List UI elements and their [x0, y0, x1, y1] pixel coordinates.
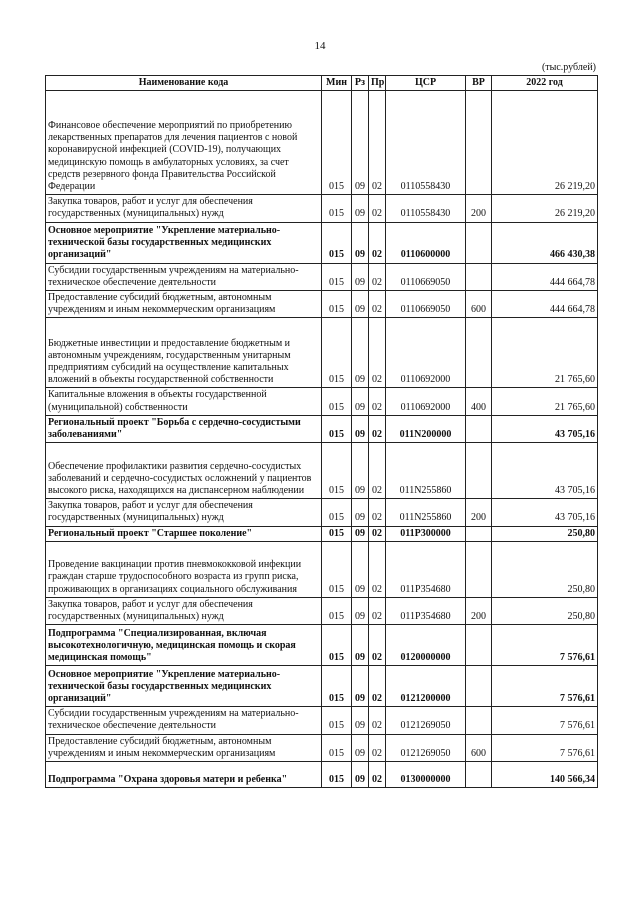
cell-min: 015 [322, 388, 352, 415]
cell-pr: 02 [369, 263, 386, 290]
cell-csr: 0110600000 [386, 222, 466, 263]
cell-amount: 43 705,16 [492, 443, 598, 499]
cell-name: Предоставление субсидий бюджетным, автономным учреждениям и иным некоммерческим организациям [46, 734, 322, 761]
table-row [46, 318, 598, 388]
table-row [46, 499, 598, 526]
table-row [46, 222, 598, 263]
cell-amount: 21 765,60 [492, 318, 598, 388]
cell-vr [466, 541, 492, 597]
cell-name: Субсидии государственным учреждениям на материально-техническое обеспечение деятельности [46, 263, 322, 290]
cell-name: Региональный проект "Старшее поколение" [46, 526, 322, 541]
cell-min: 015 [322, 734, 352, 761]
cell-rz: 09 [352, 666, 369, 707]
table-body [46, 91, 598, 788]
cell-rz: 09 [352, 499, 369, 526]
header-rz: Рз [352, 76, 369, 91]
cell-pr: 02 [369, 443, 386, 499]
cell-amount: 466 430,38 [492, 222, 598, 263]
cell-min: 015 [322, 443, 352, 499]
cell-rz: 09 [352, 91, 369, 195]
cell-name: Основное мероприятие "Укрепление материально-технической базы государственных медицинских организаций" [46, 666, 322, 707]
cell-pr: 02 [369, 734, 386, 761]
table-row [46, 415, 598, 442]
table-row [46, 541, 598, 597]
cell-rz: 09 [352, 388, 369, 415]
cell-vr [466, 762, 492, 788]
cell-vr [466, 666, 492, 707]
cell-rz: 09 [352, 443, 369, 499]
cell-name: Проведение вакцинации против пневмококковой инфекции граждан старше трудоспособного возраста из групп риска, проживающих в организациях социального обслуживания [46, 541, 322, 597]
cell-min: 015 [322, 222, 352, 263]
cell-rz: 09 [352, 291, 369, 318]
cell-csr: 011P354680 [386, 541, 466, 597]
cell-csr: 0120000000 [386, 625, 466, 666]
table-row [46, 707, 598, 734]
cell-vr: 400 [466, 388, 492, 415]
cell-vr: 200 [466, 195, 492, 222]
cell-rz: 09 [352, 597, 369, 624]
cell-vr [466, 526, 492, 541]
cell-vr: 200 [466, 499, 492, 526]
cell-min: 015 [322, 707, 352, 734]
cell-min: 015 [322, 291, 352, 318]
cell-amount: 43 705,16 [492, 499, 598, 526]
cell-pr: 02 [369, 222, 386, 263]
cell-pr: 02 [369, 291, 386, 318]
cell-min: 015 [322, 666, 352, 707]
header-pr: Пр [369, 76, 386, 91]
header-name: Наименование кода [46, 76, 322, 91]
cell-pr: 02 [369, 318, 386, 388]
cell-rz: 09 [352, 222, 369, 263]
units-label: (тыс.рублей) [541, 62, 596, 73]
cell-rz: 09 [352, 263, 369, 290]
cell-amount: 250,80 [492, 597, 598, 624]
cell-vr [466, 222, 492, 263]
cell-pr: 02 [369, 388, 386, 415]
cell-name: Бюджетные инвестиции и предоставление бюджетным и автономным учреждениям, государственным унитарным предприятиям субсидий на осуществление капитальных вложений в объекты государственной собственности [46, 318, 322, 388]
table-row [46, 625, 598, 666]
cell-pr: 02 [369, 597, 386, 624]
cell-csr: 0110558430 [386, 91, 466, 195]
cell-amount: 250,80 [492, 541, 598, 597]
table-row [46, 597, 598, 624]
cell-amount: 140 566,34 [492, 762, 598, 788]
cell-amount: 444 664,78 [492, 291, 598, 318]
cell-rz: 09 [352, 195, 369, 222]
cell-amount: 43 705,16 [492, 415, 598, 442]
cell-rz: 09 [352, 541, 369, 597]
cell-rz: 09 [352, 762, 369, 788]
cell-min: 015 [322, 415, 352, 442]
cell-pr: 02 [369, 195, 386, 222]
cell-csr: 0110692000 [386, 318, 466, 388]
cell-min: 015 [322, 625, 352, 666]
cell-vr: 200 [466, 597, 492, 624]
cell-pr: 02 [369, 707, 386, 734]
cell-name: Региональный проект "Борьба с сердечно-сосудистыми заболеваниями" [46, 415, 322, 442]
cell-name: Обеспечение профилактики развития сердечно-сосудистых заболеваний и сердечно-сосудистых осложнений у пациентов высокого риска, находящихся на диспансерном наблюдении [46, 443, 322, 499]
cell-pr: 02 [369, 415, 386, 442]
cell-csr: 011N200000 [386, 415, 466, 442]
cell-vr [466, 318, 492, 388]
cell-name: Подпрограмма "Охрана здоровья матери и ребенка" [46, 762, 322, 788]
table-row [46, 263, 598, 290]
cell-csr: 0130000000 [386, 762, 466, 788]
cell-min: 015 [322, 762, 352, 788]
cell-name: Закупка товаров, работ и услуг для обеспечения государственных (муниципальных) нужд [46, 499, 322, 526]
header-min: Мин [322, 76, 352, 91]
cell-vr [466, 263, 492, 290]
cell-csr: 011P354680 [386, 597, 466, 624]
cell-rz: 09 [352, 318, 369, 388]
cell-min: 015 [322, 541, 352, 597]
cell-pr: 02 [369, 499, 386, 526]
header-csr: ЦСР [386, 76, 466, 91]
cell-amount: 444 664,78 [492, 263, 598, 290]
table-row [46, 666, 598, 707]
cell-amount: 21 765,60 [492, 388, 598, 415]
header-vr: ВР [466, 76, 492, 91]
cell-rz: 09 [352, 707, 369, 734]
cell-vr: 600 [466, 291, 492, 318]
cell-amount: 26 219,20 [492, 195, 598, 222]
table-row [46, 291, 598, 318]
cell-csr: 0110669050 [386, 291, 466, 318]
cell-vr [466, 91, 492, 195]
cell-name: Основное мероприятие "Укрепление материально-технической базы государственных медицинских организаций" [46, 222, 322, 263]
table-row [46, 388, 598, 415]
header-amount: 2022 год [492, 76, 598, 91]
cell-csr: 0121200000 [386, 666, 466, 707]
table-row [46, 762, 598, 788]
cell-min: 015 [322, 263, 352, 290]
cell-amount: 7 576,61 [492, 734, 598, 761]
cell-amount: 7 576,61 [492, 707, 598, 734]
cell-csr: 011N255860 [386, 499, 466, 526]
cell-name: Закупка товаров, работ и услуг для обеспечения государственных (муниципальных) нужд [46, 195, 322, 222]
cell-csr: 0110669050 [386, 263, 466, 290]
table-row [46, 443, 598, 499]
cell-pr: 02 [369, 666, 386, 707]
cell-min: 015 [322, 91, 352, 195]
cell-rz: 09 [352, 415, 369, 442]
cell-csr: 0121269050 [386, 707, 466, 734]
cell-vr [466, 443, 492, 499]
cell-name: Подпрограмма "Специализированная, включая высокотехнологичную, медицинская помощь и скорая медицинская помощь" [46, 625, 322, 666]
cell-name: Предоставление субсидий бюджетным, автономным учреждениям и иным некоммерческим организациям [46, 291, 322, 318]
page-number: 14 [314, 40, 326, 52]
cell-amount: 7 576,61 [492, 666, 598, 707]
cell-vr [466, 625, 492, 666]
cell-min: 015 [322, 499, 352, 526]
budget-table [45, 75, 598, 788]
cell-csr: 0121269050 [386, 734, 466, 761]
cell-min: 015 [322, 195, 352, 222]
cell-pr: 02 [369, 625, 386, 666]
table-row [46, 195, 598, 222]
cell-csr: 0110558430 [386, 195, 466, 222]
cell-amount: 7 576,61 [492, 625, 598, 666]
table-header-row [46, 76, 598, 91]
cell-amount: 250,80 [492, 526, 598, 541]
cell-rz: 09 [352, 625, 369, 666]
cell-csr: 0110692000 [386, 388, 466, 415]
cell-min: 015 [322, 526, 352, 541]
cell-pr: 02 [369, 541, 386, 597]
table-row [46, 91, 598, 195]
cell-pr: 02 [369, 91, 386, 195]
cell-name: Финансовое обеспечение мероприятий по приобретению лекарственных препаратов для лечения пациентов с новой коронавирусной инфекцией (COVID-19), получающих медицинскую помощь в амбулаторных условиях, за счет средств резервного фонда Правительства Российской Федерации [46, 91, 322, 195]
table-row [46, 526, 598, 541]
cell-name: Капитальные вложения в объекты государственной (муниципальной) собственности [46, 388, 322, 415]
cell-pr: 02 [369, 526, 386, 541]
cell-vr [466, 707, 492, 734]
cell-rz: 09 [352, 526, 369, 541]
cell-rz: 09 [352, 734, 369, 761]
cell-name: Закупка товаров, работ и услуг для обеспечения государственных (муниципальных) нужд [46, 597, 322, 624]
table-row [46, 734, 598, 761]
cell-vr [466, 415, 492, 442]
cell-csr: 011P300000 [386, 526, 466, 541]
cell-amount: 26 219,20 [492, 91, 598, 195]
cell-pr: 02 [369, 762, 386, 788]
cell-vr: 600 [466, 734, 492, 761]
cell-min: 015 [322, 597, 352, 624]
cell-min: 015 [322, 318, 352, 388]
cell-name: Субсидии государственным учреждениям на материально-техническое обеспечение деятельности [46, 707, 322, 734]
cell-csr: 011N255860 [386, 443, 466, 499]
